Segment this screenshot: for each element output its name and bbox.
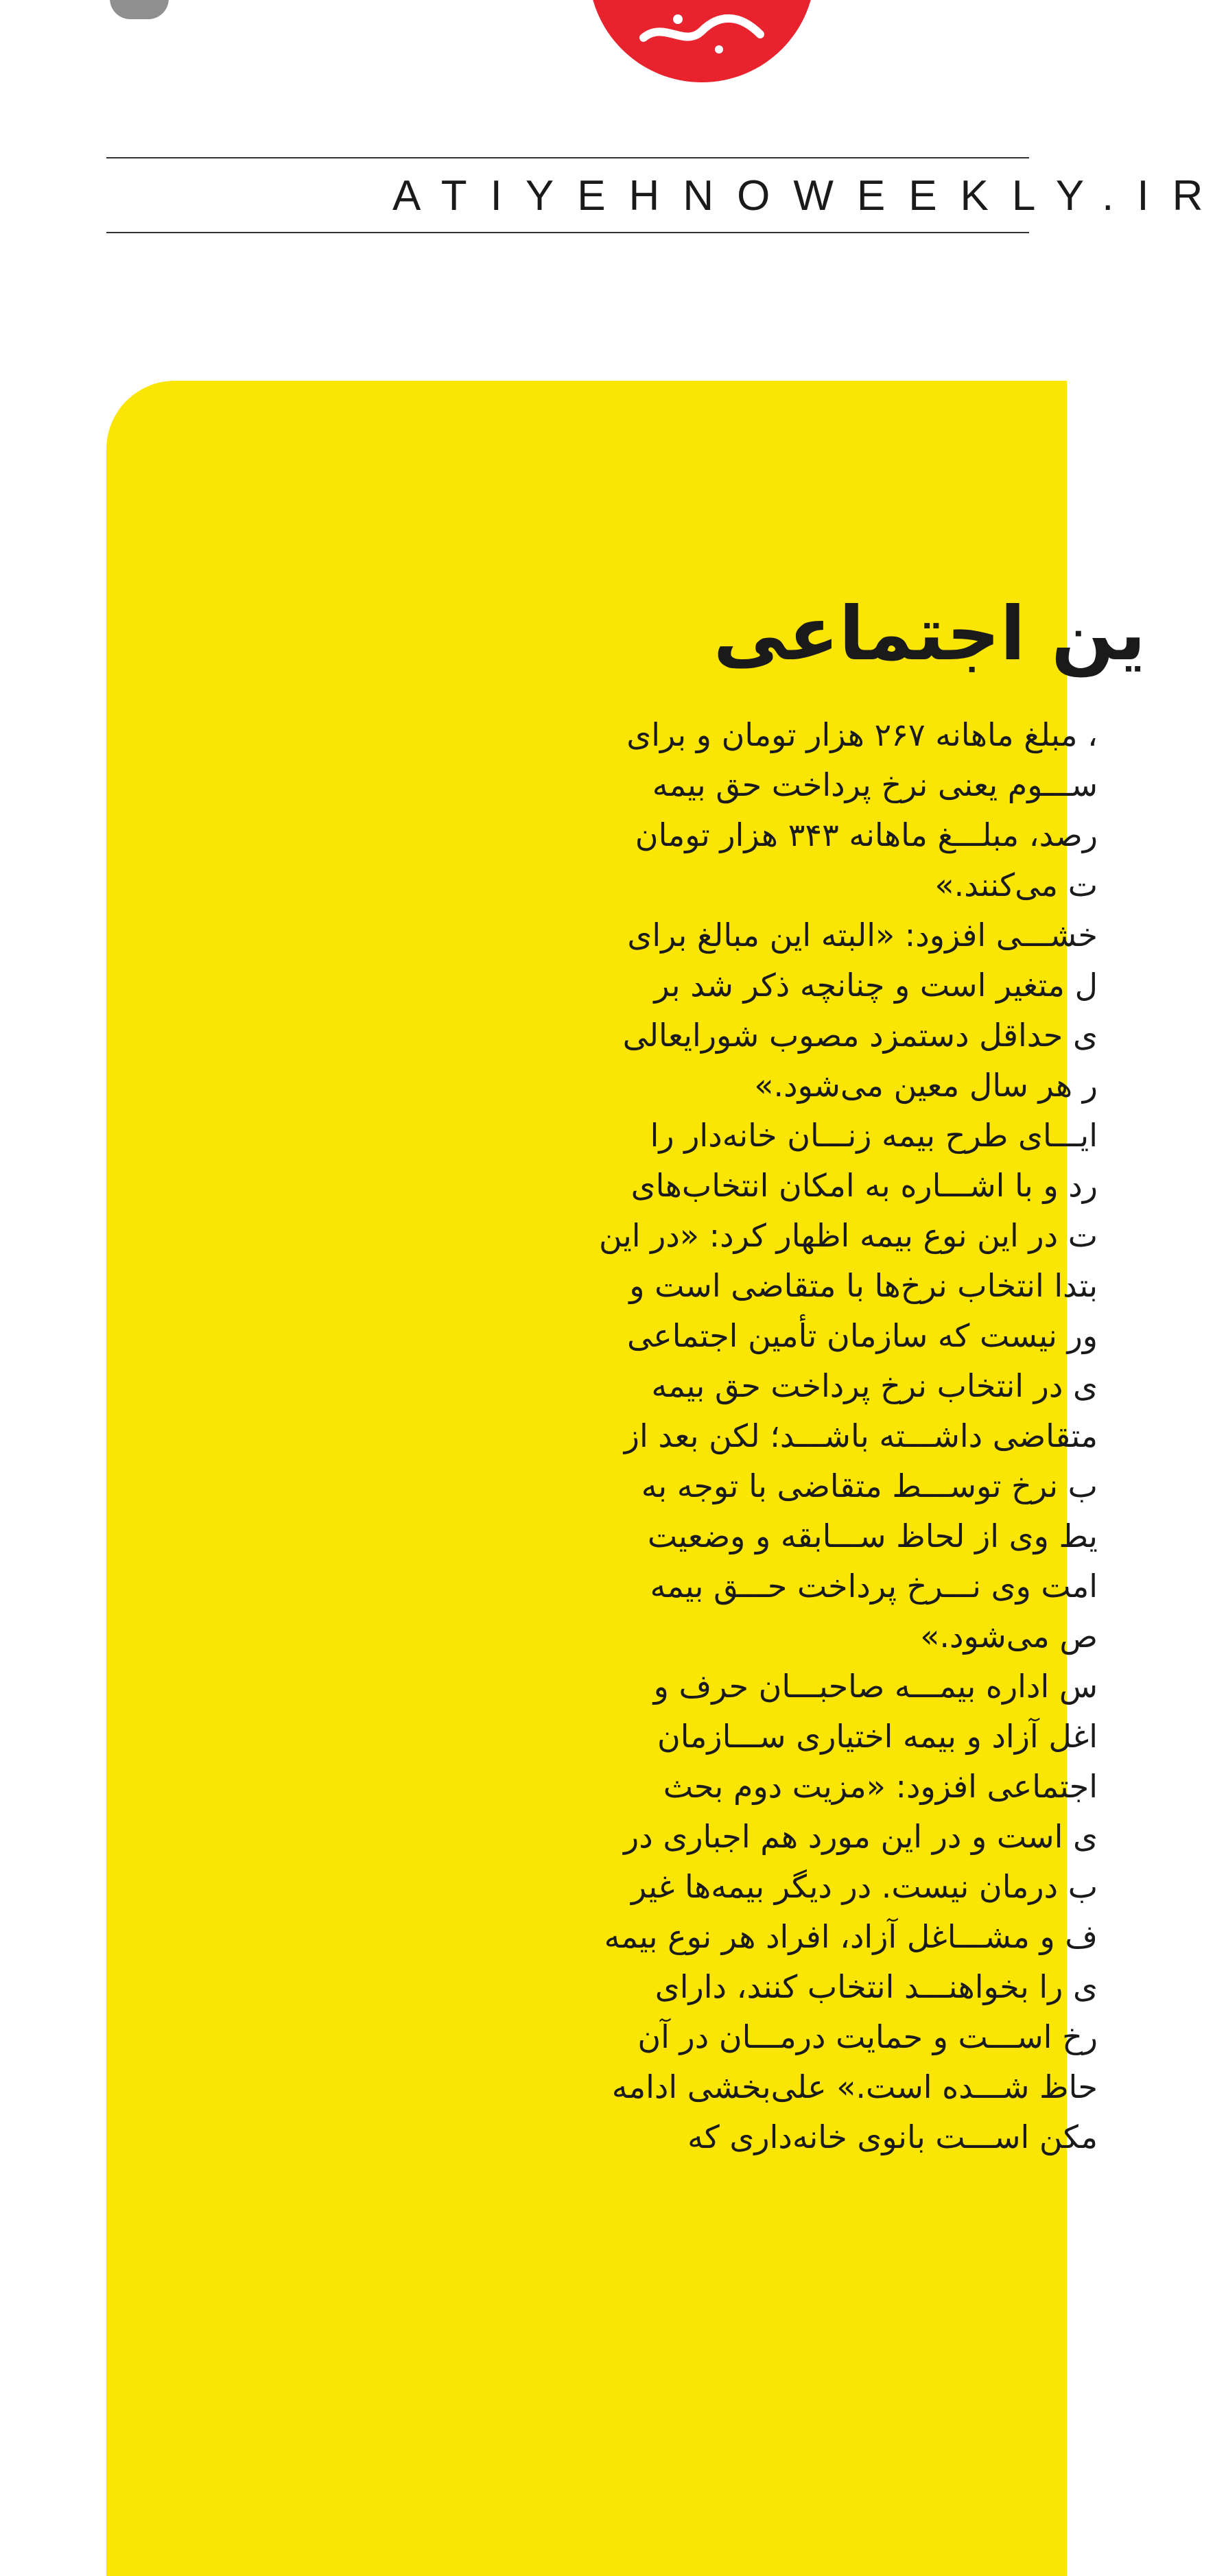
page-corner-mark <box>110 0 169 19</box>
article-line: ت در این نوع بیمه اظهار کرد: «در این <box>598 1217 1098 1254</box>
article-line: ص می‌شود.» <box>920 1618 1098 1655</box>
article-line: یط وی از لحاظ ســـابقه و وضعیت <box>647 1517 1098 1555</box>
article-line: اجتماعی افزود: «مزیت دوم بحث <box>663 1768 1098 1805</box>
article-line: رد و با اشـــاره به امکان انتخاب‌های <box>630 1167 1098 1204</box>
article-line: ت می‌کنند.» <box>934 866 1098 903</box>
article-line: ایـــای طرح بیمه زنـــان خانه‌دار را <box>650 1117 1098 1154</box>
article-headline: ین اجتماعی <box>713 591 1146 677</box>
article-line: ، مبلغ ماهانه ۲۶۷ هزار تومان و برای <box>626 716 1098 753</box>
article-line: مکن اســـت بانوی خانه‌داری که <box>687 2118 1098 2155</box>
article-line: حاظ شـــده است.» علی‌بخشی ادامه <box>611 2068 1098 2105</box>
article-line: ب درمان نیست. در دیگر بیمه‌ها غیر <box>631 1868 1098 1905</box>
article-line: ب نرخ توســـط متقاضی با توجه به <box>641 1467 1098 1504</box>
logo-script-icon <box>637 7 767 55</box>
masthead-bottom-rule <box>106 232 1029 233</box>
logo-emblem <box>589 0 815 82</box>
article-line: رصد، مبلـــغ ماهانه ۳۴۳ هزار تومان <box>635 816 1098 853</box>
article-body <box>521 710 1098 2162</box>
article-line: امت وی نـــرخ پرداخت حـــق بیمه <box>650 1568 1098 1605</box>
article-line: ل متغیر است و چنانچه ذکر شد بر <box>654 967 1098 1004</box>
article-line: ی است و در این مورد هم اجباری در <box>624 1818 1098 1855</box>
article-line: اغل آزاد و بیمه اختیاری ســـازمان <box>657 1718 1098 1755</box>
article-line: ف و مشـــاغل آزاد، افراد هر نوع بیمه <box>604 1918 1098 1955</box>
article-line: ســـوم یعنی نرخ پرداخت حق بیمه <box>652 766 1098 803</box>
website-url: ATIYEHNOWEEKLY.IR <box>392 172 1226 220</box>
article-line: رخ اســـت و حمایت درمـــان در آن <box>637 2018 1098 2055</box>
article-line: ر هر سال معین می‌شود.» <box>754 1067 1098 1104</box>
article-line: س اداره بیمـــه صاحبـــان حرف و <box>653 1668 1098 1705</box>
masthead-top-rule <box>106 157 1029 158</box>
article-line: بتدا انتخاب نرخ‌ها با متقاضی است و <box>629 1267 1098 1304</box>
article-line: ی را بخواهنـــد انتخاب کنند، دارای <box>655 1968 1098 2005</box>
article-line: ی در انتخاب نرخ پرداخت حق بیمه <box>651 1367 1098 1404</box>
article-line: خشـــی افزود: «البته این مبالغ برای <box>627 917 1098 954</box>
article-line: متقاضی داشـــته باشـــد؛ لکن بعد از <box>624 1417 1098 1454</box>
article-line: ور نیست که سازمان تأمین اجتماعی <box>626 1317 1098 1354</box>
article-line: ی حداقل دستمزد مصوب شورایعالی <box>622 1017 1098 1054</box>
